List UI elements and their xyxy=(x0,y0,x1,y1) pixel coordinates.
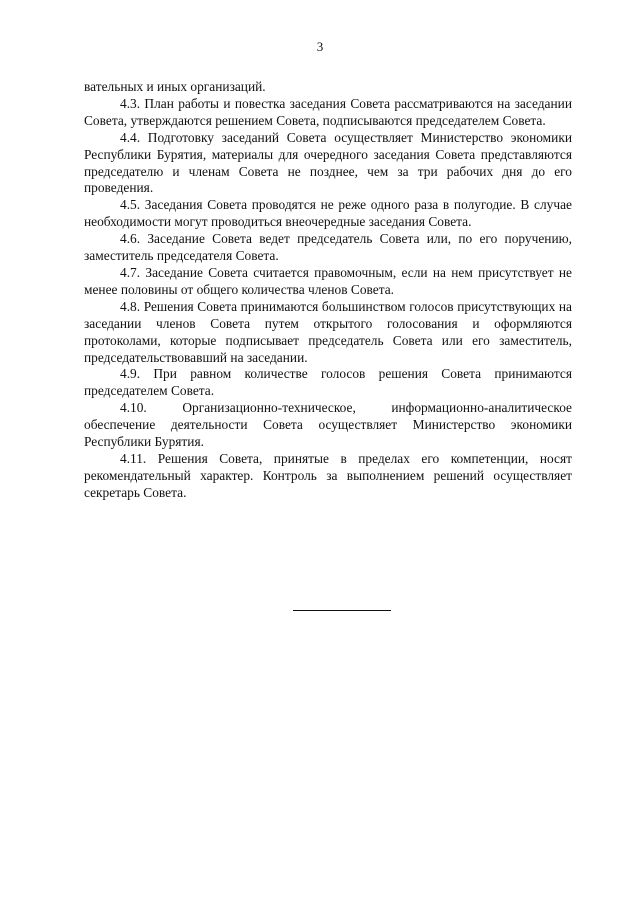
paragraph-4-6: 4.6. Заседание Совета ведет председатель Совета или, по его поручению, заместитель председателя Совета. xyxy=(84,231,572,264)
paragraph-continuation: вательных и иных организаций. xyxy=(84,79,266,94)
paragraph-4-11: 4.11. Решения Совета, принятые в пределах его компетенции, носят рекомендательный характер. Контроль за выполнением решений осуществляет секретарь Совета. xyxy=(84,450,572,500)
document-body xyxy=(84,79,572,502)
page-number: 3 xyxy=(316,39,324,54)
paragraph-4-9: 4.9. При равном количестве голосов решения Совета принимаются председателем Совета. xyxy=(84,366,572,399)
paragraph-4-4: 4.4. Подготовку заседаний Совета осуществляет Министерство экономики Республики Бурятия, материалы для очередного заседания Совета представляются председателю и членам Совета не позднее, чем за три рабочих дня до его проведения. xyxy=(84,129,572,196)
paragraph-4-10: 4.10. Организационно-техническое, информационно-аналитическое обеспечение деятельности Совета осуществляет Министерство экономики Республики Бурятия. xyxy=(84,400,572,450)
end-of-document-rule xyxy=(293,610,391,611)
paragraph-4-7: 4.7. Заседание Совета считается правомочным, если на нем присутствует не менее половины от общего количества членов Совета. xyxy=(84,264,572,297)
paragraph-4-5: 4.5. Заседания Совета проводятся не реже одного раза в полугодие. В случае необходимости могут проводиться внеочередные заседания Совета. xyxy=(84,197,572,230)
paragraph-4-8: 4.8. Решения Совета принимаются большинством голосов присутствующих на заседании членов Совета путем открытого голосования и оформляются протоколами, которые подписывает председатель Совета или его заместитель, председательствовавший на заседании. xyxy=(84,298,572,365)
paragraph-4-3: 4.3. План работы и повестка заседания Совета рассматриваются на заседании Совета, утверждаются решением Совета, подписываются председателем Совета. xyxy=(84,95,572,128)
